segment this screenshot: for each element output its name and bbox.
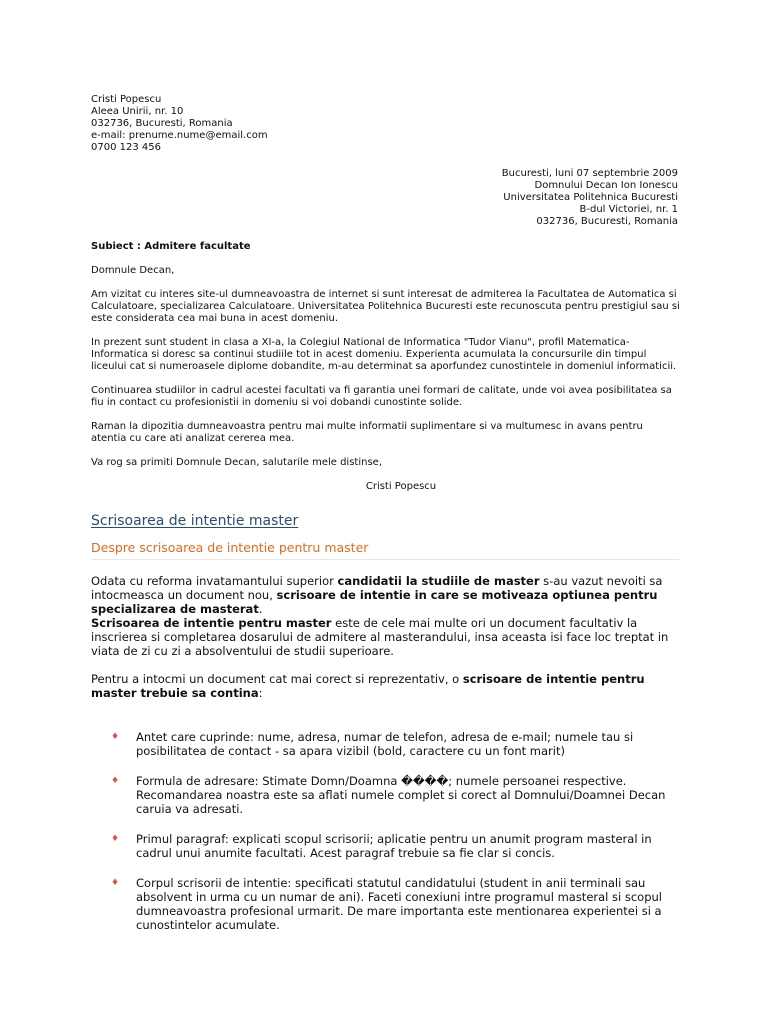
text-run: : (258, 686, 263, 700)
recipient-institution: Universitatea Politehnica Bucuresti (503, 192, 678, 203)
list-item (91, 730, 681, 758)
bold-run: scrisoare de intentie in care se motiveaza optiunea pentru specializarea de masterat (91, 588, 658, 616)
list-item-text: Formula de adresare: Stimate Domn/Doamna ����; numele persoanei respective. Recomandarea noastra este sa aflati numele complet si corect al Domnului/Doamnei Decan caruia va adresati. (136, 774, 666, 816)
letter-date: Bucuresti, luni 07 septembrie 2009 (501, 168, 678, 179)
sender-phone: 0700 123 456 (91, 142, 161, 153)
text-run: s-au vazut nevoiti sa intocmeasca un document nou, (91, 574, 663, 602)
sender-name: Cristi Popescu (91, 94, 162, 105)
letter-paragraph: Continuarea studiilor in cadrul acestei facultati va fi garantia unei formari de calitate, unde voi avea posibilitatea sa fiu in contact cu profesionistii in domeniu si voi dobandi cunostinte solide. (91, 385, 672, 408)
letter-paragraph: Raman la dipozitia dumneavoastra pentru mai multe informatii suplimentare si va multumesc in avans pentru atentia cu care ati analizat cererea mea. (91, 421, 643, 444)
list-item-text: Corpul scrisorii de intentie: specificati statutul candidatului (student in anii terminali sau absolvent in urma cu un numar de ani). Faceti conexiuni intre programul masteral si scopul dumneavoastra profesional urmarit. De mare importanta este mentionarea experientei si a cunostintelor acumulate. (136, 876, 662, 932)
letter-body (91, 241, 681, 493)
letter-signature: Cristi Popescu (365, 481, 437, 492)
requirements-list (91, 730, 681, 932)
diamond-bullet-icon: ♦ (111, 834, 120, 844)
recipient-name: Domnului Decan Ion Ionescu (534, 180, 678, 191)
bold-run: scrisoare de intentie pentru master trebuie sa contina (91, 672, 645, 700)
diamond-bullet-icon: ♦ (111, 776, 120, 786)
sender-address: Aleea Unirii, nr. 10 (91, 106, 184, 117)
list-item (91, 774, 681, 816)
diamond-bullet-icon: ♦ (111, 732, 120, 742)
letter-closing: Va rog sa primiti Domnule Decan, salutarile mele distinse, (91, 457, 382, 468)
text-run: este de cele mai multe ori un document facultativ la inscrierea si completarea dosarului de admitere al masterandului, insa aceasta isi face loc treptat in viata de zi cu zi a absolventului de studii superioare. (91, 616, 669, 658)
list-item-text: Primul paragraf: explicati scopul scrisorii; aplicatie pentru un anumit program masteral in cadrul unui anumite facultati. Acest paragraf trebuie sa fie clar si concis. (136, 832, 652, 860)
section-subtitle: Despre scrisoarea de intentie pentru master (91, 540, 679, 560)
bold-run: candidatii la studiile de master (337, 574, 540, 588)
recipient-street: B-dul Victoriei, nr. 1 (579, 204, 678, 215)
text-run: Pentru a intocmi un document cat mai corect si reprezentativ, o (91, 672, 463, 686)
article-body (91, 574, 681, 948)
recipient-city: 032736, Bucuresti, Romania (536, 216, 678, 227)
article-paragraph (91, 574, 681, 658)
text-run: . (258, 602, 263, 616)
section-title-link[interactable]: Scrisoarea de intentie master (91, 513, 299, 529)
sender-block (91, 94, 268, 154)
sender-email: e-mail: prenume.nume@email.com (91, 130, 268, 141)
recipient-block (400, 168, 678, 228)
bold-run: Scrisoarea de intentie pentru master (91, 616, 332, 630)
letter-subject: Subiect : Admitere facultate (91, 241, 251, 252)
letter-paragraph: Am vizitat cu interes site-ul dumneavoastra de internet si sunt interesat de admiterea la Facultatea de Automatica si Calculatoare, specializarea Calculatoare. Universitatea Politehnica Bucuresti este recunoscuta pentru prestigiul sau si este considerata cea mai buna in acest domeniu. (91, 289, 680, 324)
list-item (91, 876, 681, 932)
sender-city: 032736, Bucuresti, Romania (91, 118, 233, 129)
diamond-bullet-icon: ♦ (111, 878, 120, 888)
letter-paragraph: In prezent sunt student in clasa a XI-a, la Colegiul National de Informatica "Tudor Vianu", profil Matematica-Informatica si doresc sa continui studiile tot in acest domeniu. Experienta acumulata la concursurile din timpul liceului cat si numeroasele diplome dobandite, m-au determinat sa aporfundez cunostintele in domeniul informaticii. (91, 337, 677, 372)
article-paragraph (91, 672, 681, 700)
list-item-text: Antet care cuprinde: nume, adresa, numar de telefon, adresa de e-mail; numele tau si posibilitatea de contact - sa apara vizibil (bold, caractere cu un font marit) (136, 730, 634, 758)
text-run: Odata cu reforma invatamantului superior (91, 574, 338, 588)
letter-greeting: Domnule Decan, (91, 265, 175, 276)
list-item (91, 832, 681, 860)
